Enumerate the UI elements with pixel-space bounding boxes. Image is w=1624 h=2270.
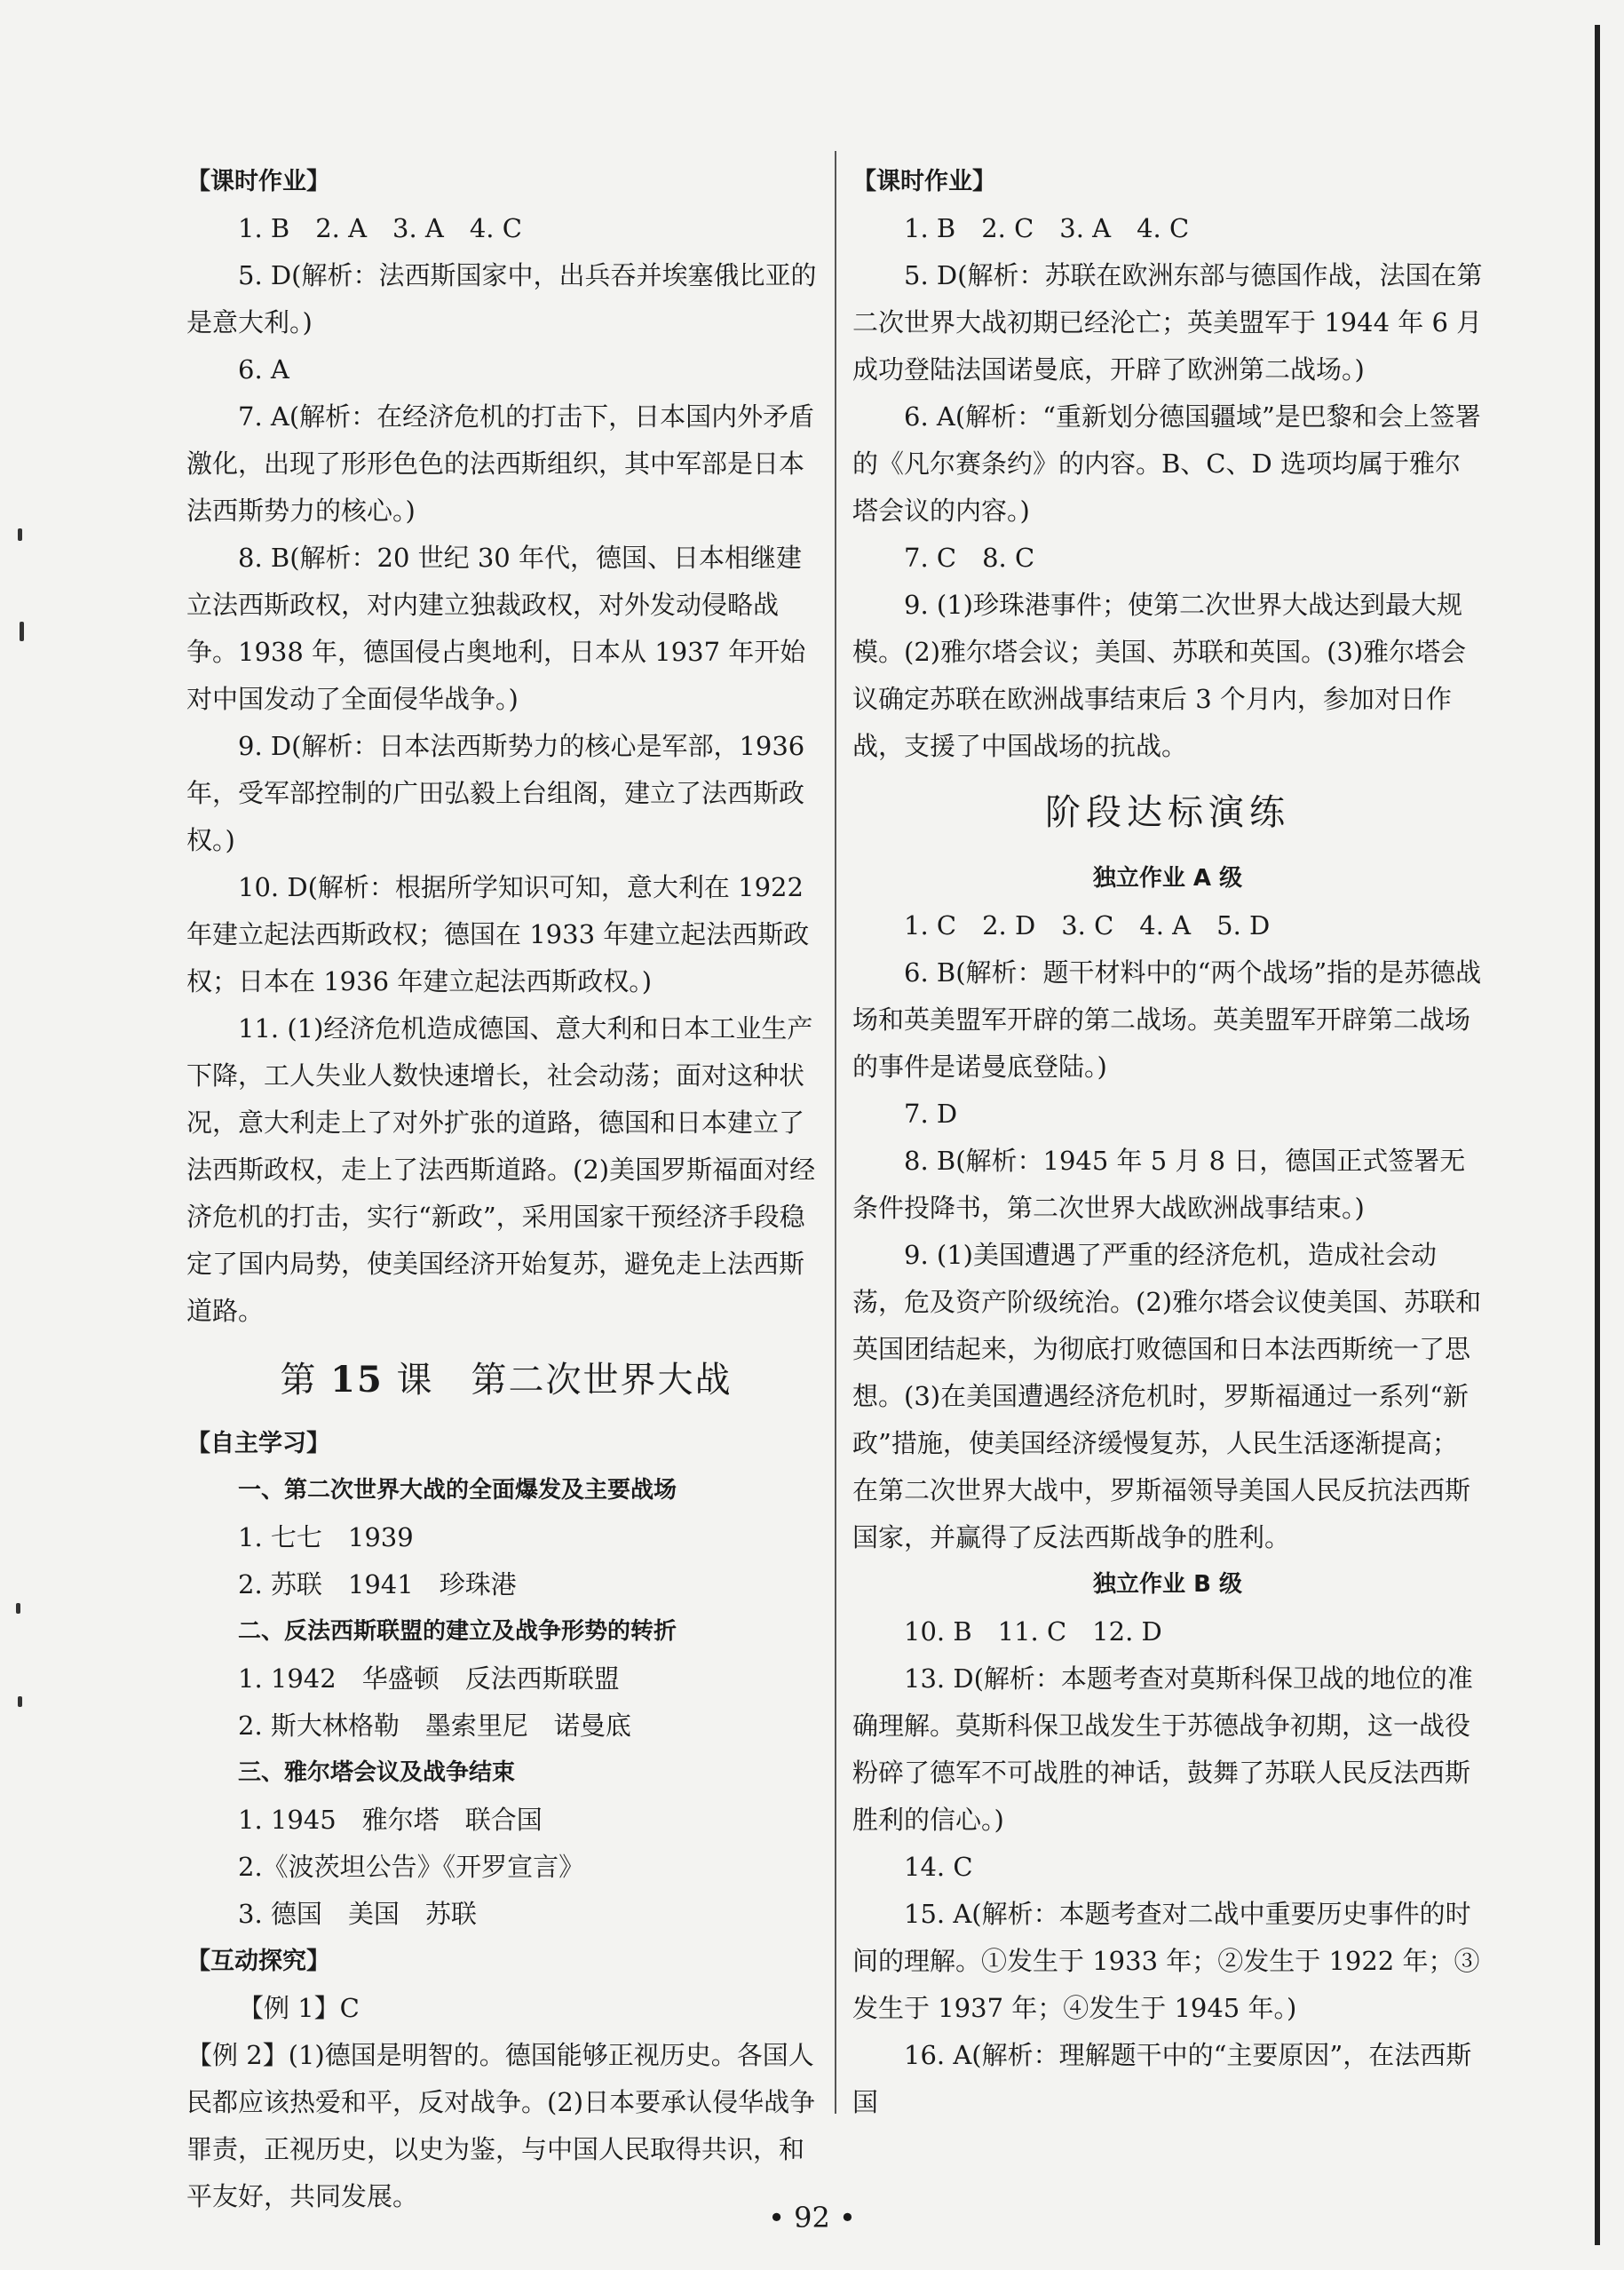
answer-line: 6. A(解析：“重新划分德国疆域”是巴黎和会上签署的《凡尔赛条约》的内容。B、C、D 选项均属于雅尔塔会议的内容。) [852, 401, 1481, 526]
subsection-heading: 一、第二次世界大战的全面爆发及主要战场 [238, 1477, 677, 1504]
answer-line: 5. D(解析：法西斯国家中，出兵吞并埃塞俄比亚的是意大利。) [186, 260, 817, 337]
answer-line: 3. 德国 美国 苏联 [238, 1899, 477, 1929]
answer-line: 8. B(解析：20 世纪 30 年代，德国、日本相继建立法西斯政权，对内建立独裁政权，对外发动侵略战争。1938 年，德国侵占奥地利，日本从 1937 年开始对中国发动了全面侵华战争。) [186, 543, 806, 714]
scan-mark [18, 1696, 22, 1707]
answer-line: 7. C 8. C [904, 543, 1035, 573]
level-a-heading: 独立作业 A 级 [1092, 865, 1243, 892]
example-line: 【例 2】(1)德国是明智的。德国能够正视历史。各国人民都应该热爱和平，反对战争。(2)日本要承认侵华战争罪责，正视历史，以史为鉴，与中国人民取得共识，和平友好，共同发展。 [186, 2040, 816, 2211]
column-divider [835, 151, 836, 2114]
answer-line: 6. A [238, 354, 289, 385]
answer-line: 11. (1)经济危机造成德国、意大利和日本工业生产下降，工人失业人数快速增长，社会动荡；面对这种状况，意大利走上了对外扩张的道路，德国和日本建立了法西斯政权，走上了法西斯道路。(2)美国罗斯福面对经济危机的打击，实行“新政”，采用国家干预经济手段稳定了国内局势，使美国经济开始复苏，避免走上法西斯道路。 [186, 1013, 816, 1326]
answer-line: 5. D(解析：苏联在欧洲东部与德国作战，法国在第二次世界大战初期已经沦亡；英美盟军于 1944 年 6 月成功登陆法国诺曼底，开辟了欧洲第二战场。) [852, 260, 1483, 385]
answer-line: 1. 七七 1939 [238, 1522, 414, 1552]
example-line: 【例 1】C [238, 1993, 360, 2023]
answer-line: 1. B 2. A 3. A 4. C [238, 213, 522, 243]
lesson-title: 第 15 课 第二次世界大战 [280, 1359, 733, 1401]
answer-line: 1. 1945 雅尔塔 联合国 [238, 1805, 543, 1835]
stage-title: 阶段达标演练 [1045, 792, 1290, 833]
level-b-heading: 独立作业 B 级 [1093, 1571, 1242, 1598]
subsection-heading: 三、雅尔塔会议及战争结束 [238, 1759, 516, 1786]
answer-line: 8. B(解析：1945 年 5 月 8 日，德国正式签署无条件投降书，第二次世界大战欧洲战事结束。) [852, 1146, 1466, 1223]
answer-line: 7. D [904, 1099, 958, 1129]
answer-line: 16. A(解析：理解题干中的“主要原因”，在法西斯国 [852, 2040, 1472, 2117]
page-number: • 92 • [768, 2201, 856, 2234]
answer-line: 13. D(解析：本题考查对莫斯科保卫战的地位的准确理解。莫斯科保卫战发生于苏德战争初期，这一战役粉碎了德军不可战胜的神话，鼓舞了苏联人民反法西斯胜利的信心。) [852, 1663, 1473, 1835]
answer-line: 15. A(解析：本题考查对二战中重要历史事件的时间的理解。①发生于 1933 年；②发生于 1922 年；③发生于 1937 年；④发生于 1945 年。) [852, 1899, 1480, 2023]
answer-line: 10. B 11. C 12. D [904, 1616, 1162, 1647]
answer-line: 2. 苏联 1941 珍珠港 [238, 1569, 517, 1599]
interactive-heading: 【互动探究】 [186, 1948, 330, 1975]
answer-line: 9. (1)珍珠港事件；使第二次世界大战达到最大规模。(2)雅尔塔会议；美国、苏联和英国。(3)雅尔塔会议确定苏联在欧洲战事结束后 3 个月内，参加对日作战，支援了中国战场的抗战。 [852, 590, 1467, 761]
scan-mark [20, 622, 24, 641]
answer-line: 14. C [904, 1852, 973, 1882]
page-edge-shadow [1595, 25, 1600, 2245]
left-column [186, 158, 826, 2220]
answer-line: 10. D(解析：根据所学知识可知，意大利在 1922 年建立起法西斯政权；德国在 1933 年建立起法西斯政权；日本在 1936 年建立起法西斯政权。) [186, 872, 810, 996]
answer-line: 1. B 2. C 3. A 4. C [904, 213, 1190, 243]
answer-line: 7. A(解析：在经济危机的打击下，日本国内外矛盾激化，出现了形形色色的法西斯组织，其中军部是日本法西斯势力的核心。) [186, 401, 815, 526]
answer-line: 1. C 2. D 3. C 4. A 5. D [904, 910, 1271, 941]
right-column [852, 158, 1483, 2126]
answer-line: 6. B(解析：题干材料中的“两个战场”指的是苏德战场和英美盟军开辟的第二战场。英美盟军开辟第二战场的事件是诺曼底登陆。) [852, 957, 1482, 1082]
subsection-heading: 二、反法西斯联盟的建立及战争形势的转折 [238, 1618, 677, 1645]
scan-mark [18, 528, 22, 541]
answer-line: 1. 1942 华盛顿 反法西斯联盟 [238, 1663, 620, 1694]
homework-heading: 【课时作业】 [186, 168, 330, 195]
homework-heading: 【课时作业】 [852, 168, 996, 195]
answer-line: 2.《波茨坦公告》《开罗宣言》 [238, 1852, 585, 1882]
self-study-heading: 【自主学习】 [186, 1430, 330, 1457]
scan-mark [16, 1603, 20, 1614]
answer-line: 9. (1)美国遭遇了严重的经济危机，造成社会动荡，危及资产阶级统治。(2)雅尔塔会议使美国、苏联和英国团结起来，为彻底打败德国和日本法西斯统一了思想。(3)在美国遭遇经济危机时，罗斯福通过一系列“新政”措施，使美国经济缓慢复苏，人民生活逐渐提高；在第二次世界大战中，罗斯福领导美国人民反抗法西斯国家，并赢得了反法西斯战争的胜利。 [852, 1240, 1482, 1552]
answer-line: 2. 斯大林格勒 墨索里尼 诺曼底 [238, 1710, 631, 1741]
answer-line: 9. D(解析：日本法西斯势力的核心是军部，1936 年，受军部控制的广田弘毅上台组阁，建立了法西斯政权。) [186, 731, 805, 855]
